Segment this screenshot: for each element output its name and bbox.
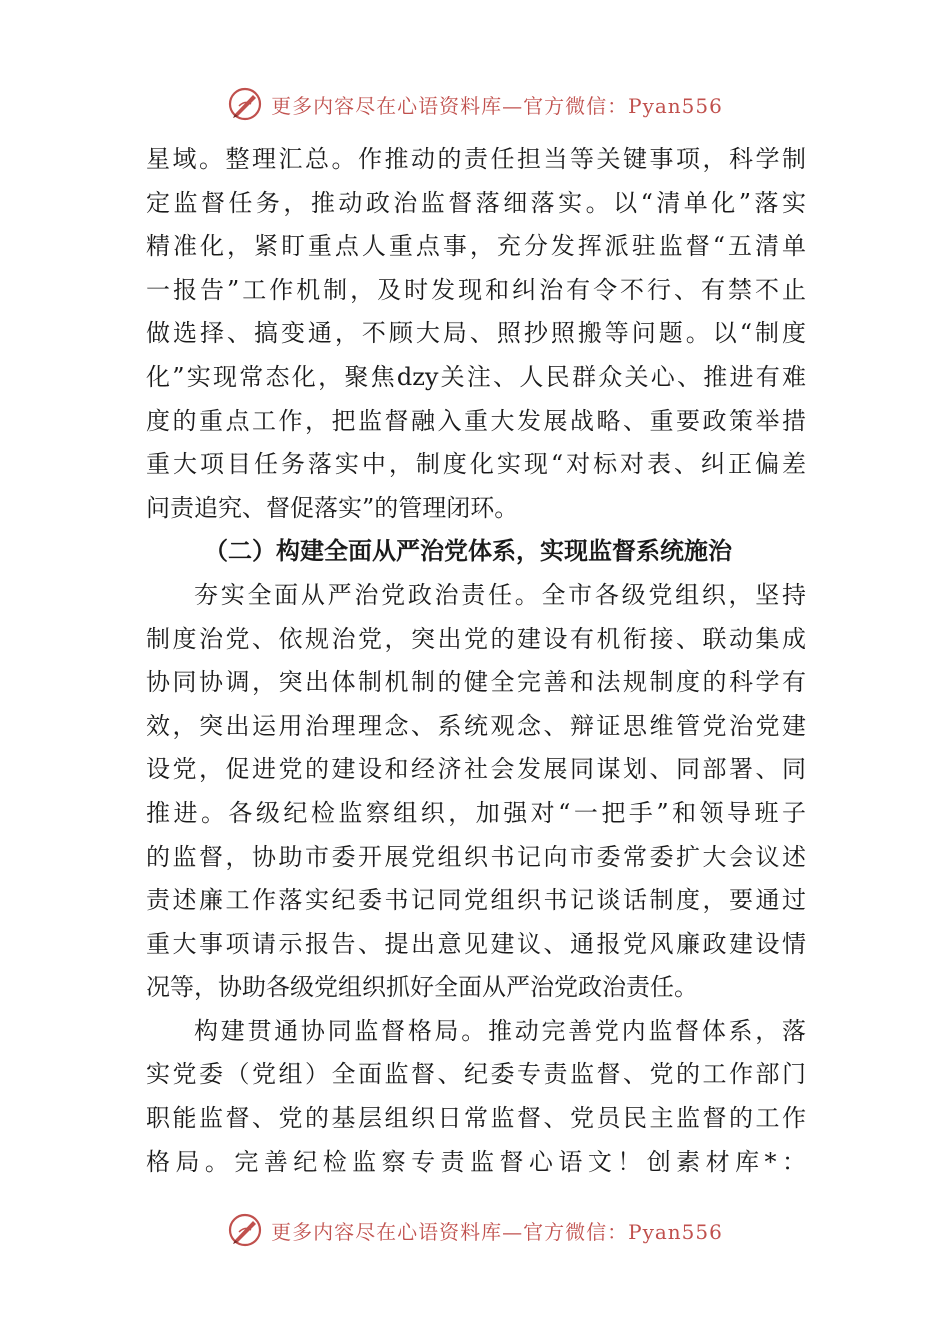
header-banner [0,86,950,122]
text-line: 定监督任务，推动政治监督落细落实。以“清单化”落实 [146,188,806,217]
text-line: 问责追究、督促落实”的管理闭环。 [146,493,519,522]
text-line: 协同协调，突出体制机制的健全完善和法规制度的科学有 [146,668,806,697]
text-line: 夯实全面从严治党政治责任。全市各级党组织，坚持 [194,580,806,609]
text-line: 制度治党、依规治党，突出党的建设有机衔接、联动集成 [146,624,806,653]
text-line: 责述廉工作落实纪委书记同党组织书记谈话制度，要通过 [146,886,806,915]
text-line: 的监督，协助市委开展党组织书记向市委常委扩大会议述 [146,842,806,871]
document-body [146,138,806,1184]
pen-logo-icon [227,86,263,122]
pen-logo-icon [227,1212,263,1248]
section-heading: （二）构建全面从严治党体系，实现监督系统施治 [204,537,732,566]
text-line: 效，突出运用治理理念、系统观念、辩证思维管党治党建 [146,711,806,740]
text-line: 重大事项请示报告、提出意见建议、通报党风廉政建设情 [146,929,806,958]
banner-text: 更多内容尽在心语资料库—官方微信：Pyan556 [271,93,723,118]
text-line: 重大项目任务落实中，制度化实现“对标对表、纠正偏差 [146,450,806,479]
banner-text: 更多内容尽在心语资料库—官方微信：Pyan556 [271,1219,723,1244]
text-line: 构建贯通协同监督格局。推动完善党内监督体系，落 [194,1016,806,1045]
text-line: 化”实现常态化，聚焦dzy关注、人民群众关心、推进有难 [146,362,806,391]
text-line: 推进。各级纪检监察组织，加强对“一把手”和领导班子 [146,798,806,827]
text-line: 做选择、搞变通，不顾大局、照抄照搬等问题。以“制度 [146,319,806,348]
text-line: 况等，协助各级党组织抓好全面从严治党政治责任。 [146,973,698,1002]
text-line: 设党，促进党的建设和经济社会发展同谋划、同部署、同 [146,755,806,784]
footer-banner [0,1212,950,1248]
text-line: 星域。整理汇总。作推动的责任担当等关键事项，科学制 [146,145,806,173]
text-line: 一报告”工作机制，及时发现和纠治有令不行、有禁不止 [146,275,806,304]
text-line: 职能监督、党的基层组织日常监督、党员民主监督的工作 [146,1104,806,1133]
text-line: 实党委（党组）全面监督、纪委专责监督、党的工作部门 [146,1060,806,1089]
text-line: 度的重点工作，把监督融入重大发展战略、重要政策举措 [146,406,806,435]
text-line: 精准化，紧盯重点人重点事，充分发挥派驻监督“五清单 [146,232,806,261]
text-line: 格局。完善纪检监察专责监督心语文！创素材库*： [146,1147,806,1176]
